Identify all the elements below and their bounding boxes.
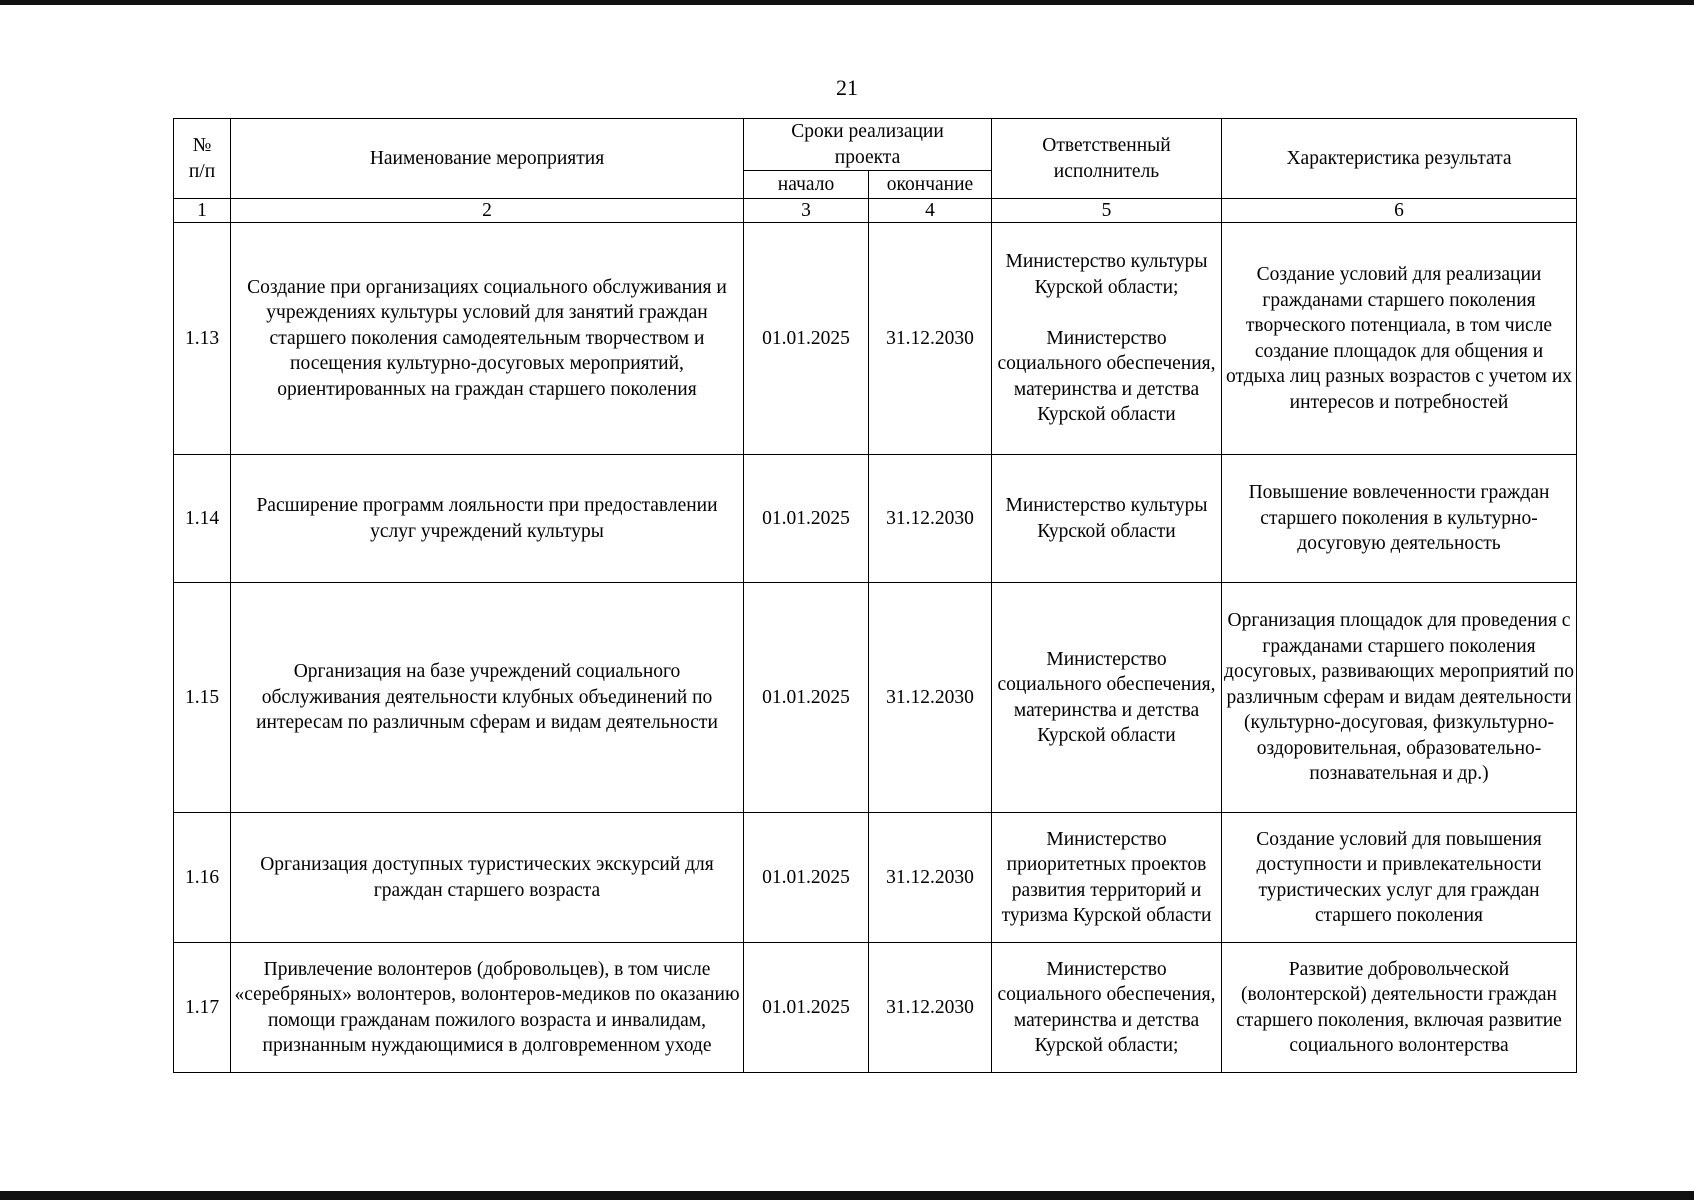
- column-number: 3: [744, 199, 869, 223]
- row-result: Создание условий для реализации гражданами старшего поколения творческого потенциала, в том числе создание площадок для общения и отдыха лиц разных возрастов с учетом их интересов и потребностей: [1222, 223, 1577, 455]
- row-name: Привлечение волонтеров (добровольцев), в том числе «серебряных» волонтеров, волонтеров-медиков по оказанию помощи гражданам пожилого возраста и инвалидам, признанным нуждающимися в долговременном уходе: [231, 943, 744, 1073]
- header-num: № п/п: [174, 119, 231, 199]
- table-row: [174, 943, 1577, 1073]
- row-num: 1.15: [174, 583, 231, 813]
- row-num: 1.14: [174, 455, 231, 583]
- table-header-row: [174, 119, 1577, 171]
- row-end: 31.12.2030: [869, 943, 992, 1073]
- table-row: [174, 583, 1577, 813]
- header-responsible: Ответственный исполнитель: [992, 119, 1222, 199]
- column-number: 4: [869, 199, 992, 223]
- row-start: 01.01.2025: [744, 583, 869, 813]
- row-result: Создание условий для повышения доступности и привлекательности туристических услуг для граждан старшего поколения: [1222, 813, 1577, 943]
- row-end: 31.12.2030: [869, 583, 992, 813]
- column-number: 2: [231, 199, 744, 223]
- row-start: 01.01.2025: [744, 455, 869, 583]
- header-result: Характеристика результата: [1222, 119, 1577, 199]
- header-name: Наименование мероприятия: [231, 119, 744, 199]
- header-period: Сроки реализации проекта: [744, 119, 992, 171]
- column-number: 6: [1222, 199, 1577, 223]
- row-num: 1.13: [174, 223, 231, 455]
- measures-table: [173, 118, 1577, 1073]
- header-end: окончание: [869, 171, 992, 199]
- row-name: Организация доступных туристических экскурсий для граждан старшего возраста: [231, 813, 744, 943]
- row-result: Организация площадок для проведения с гражданами старшего поколения досуговых, развивающих мероприятий по различным сферам и видам деятельности (культурно-досуговая, физкультурно-оздоровительная, образовательно-познавательная и др.): [1222, 583, 1577, 813]
- row-responsible: Министерство приоритетных проектов развития территорий и туризма Курской области: [992, 813, 1222, 943]
- row-responsible: Министерство культуры Курской области; Министерство социального обеспечения, материнства и детства Курской области: [992, 223, 1222, 455]
- row-result: Развитие добровольческой (волонтерской) деятельности граждан старшего поколения, включая развитие социального волонтерства: [1222, 943, 1577, 1073]
- row-start: 01.01.2025: [744, 223, 869, 455]
- row-responsible: Министерство социального обеспечения, материнства и детства Курской области: [992, 583, 1222, 813]
- row-name: Расширение программ лояльности при предоставлении услуг учреждений культуры: [231, 455, 744, 583]
- row-name: Создание при организациях социального обслуживания и учреждениях культуры условий для занятий граждан старшего поколения самодеятельным творчеством и посещения культурно-досуговых мероприятий, ориентированных на граждан старшего поколения: [231, 223, 744, 455]
- page-number: 21: [836, 75, 858, 100]
- row-num: 1.17: [174, 943, 231, 1073]
- row-num: 1.16: [174, 813, 231, 943]
- row-name: Организация на базе учреждений социального обслуживания деятельности клубных объединений по интересам по различным сферам и видам деятельности: [231, 583, 744, 813]
- row-result: Повышение вовлеченности граждан старшего поколения в культурно-досуговую деятельность: [1222, 455, 1577, 583]
- header-start: начало: [744, 171, 869, 199]
- row-start: 01.01.2025: [744, 813, 869, 943]
- column-number: 1: [174, 199, 231, 223]
- row-responsible: Министерство культуры Курской области: [992, 455, 1222, 583]
- row-responsible: Министерство социального обеспечения, материнства и детства Курской области;: [992, 943, 1222, 1073]
- table-row: [174, 813, 1577, 943]
- row-end: 31.12.2030: [869, 223, 992, 455]
- scan-border-bottom: [0, 1191, 1694, 1200]
- scan-border-top: [0, 0, 1694, 5]
- column-number: 5: [992, 199, 1222, 223]
- row-end: 31.12.2030: [869, 813, 992, 943]
- column-numbers-row: [174, 199, 1577, 223]
- row-end: 31.12.2030: [869, 455, 992, 583]
- row-start: 01.01.2025: [744, 943, 869, 1073]
- table-row: [174, 223, 1577, 455]
- table-row: [174, 455, 1577, 583]
